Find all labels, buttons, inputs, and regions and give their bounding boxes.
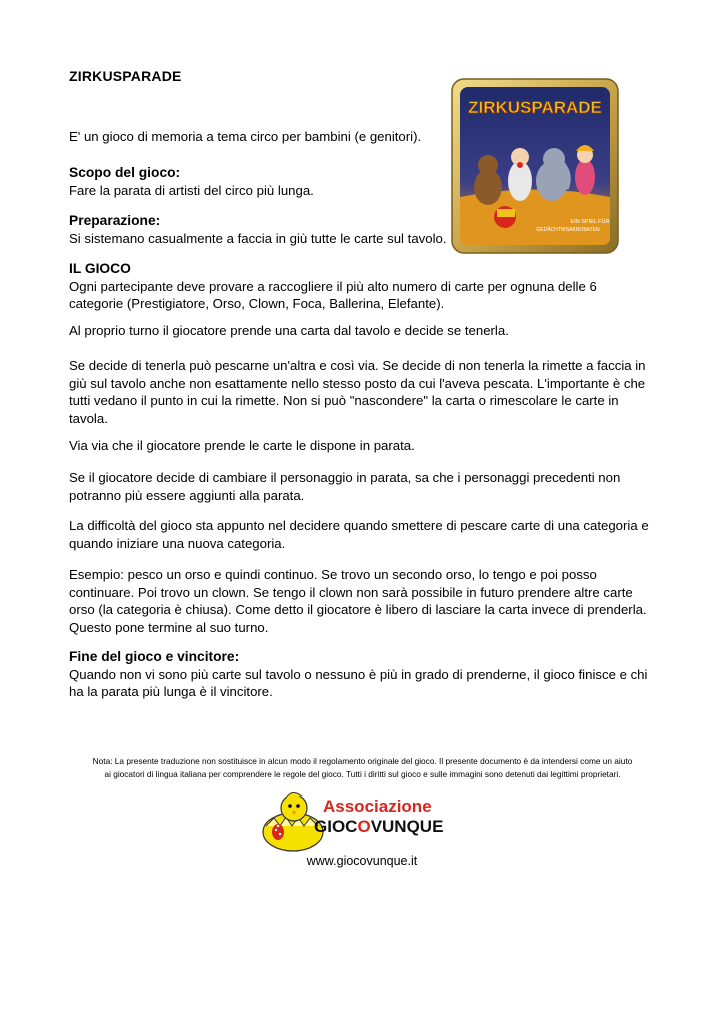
disclaimer-note <box>50 755 675 781</box>
gioco-paragraph-7-block <box>69 566 649 636</box>
association-name-line-1: Associazione <box>323 797 432 816</box>
game-box-image <box>450 77 620 255</box>
gioco-paragraph-5-block <box>69 469 649 504</box>
gioco-paragraph-3-block <box>69 357 649 427</box>
fine-heading: Fine del gioco e vincitore: <box>69 649 240 664</box>
assoc-part-b: VUNQUE <box>370 817 444 836</box>
fine-text: Quando non vi sono più carte sul tavolo o nessuno è più in grado di prenderne, il gioco finisce e chi ha la parata più lunga è il vincitore. <box>69 666 648 699</box>
disclaimer-line-1: Nota: La presente traduzione non sostituisce in alcun modo il regolamento originale del gioco. Il presente documento è da intendersi come un aiuto <box>92 756 633 766</box>
association-name-line-2 <box>314 817 443 837</box>
preparazione-heading: Preparazione: <box>69 213 161 228</box>
box-subtitle-1: EIN SPIEL FÜR <box>570 219 610 225</box>
assoc-part-a: GIOC <box>314 817 358 836</box>
gioco-paragraph-5: Se il giocatore decide di cambiare il personaggio in parata, sa che i personaggi precedenti non potranno più essere aggiunti alla parata. <box>69 470 621 503</box>
gioco-paragraph-2-block <box>69 322 649 340</box>
scopo-heading: Scopo del gioco: <box>69 165 181 180</box>
gioco-paragraph-4-block <box>69 437 649 455</box>
gioco-heading: IL GIOCO <box>69 261 131 276</box>
box-title: ZIRKUSPARADE <box>468 98 602 117</box>
assoc-part-o: O <box>357 817 371 836</box>
section-gioco <box>69 260 649 313</box>
gioco-paragraph-1: Ogni partecipante deve provare a raccogliere il più alto numero di carte per ognuna delle 6 categorie (Prestigiatore, Orso, Clown, Foca, Ballerina, Elefante). <box>69 278 597 311</box>
gioco-paragraph-6: La difficoltà del gioco sta appunto nel decidere quando smettere di pescare carte di una categoria e quando iniziare una nuova categoria. <box>69 518 649 551</box>
gioco-paragraph-3: Se decide di tenerla può pescarne un'altra e così via. Se decide di non tenerla la rimette a faccia in giù sul tavolo anche non esattamente nello stesso posto da cui l'aveva pescata. L'importante è che tutti vedano il punto in cui la rimette. Non si può "nascondere" la carta o rimescolare le carte in tavola. <box>69 358 646 426</box>
intro-paragraph <box>69 128 649 146</box>
gioco-paragraph-7: Esempio: pesco un orso e quindi continuo. Se trovo un secondo orso, lo tengo e poi posso continuare. Poi trovo un clown. Se tengo il clown non sarà possibile in futuro prendere altre carte orso (la categoria è chiusa). Come detto il giocatore è libero di lasciare la carta invece di prenderla. Questo pone termine al suo turno. <box>69 567 647 635</box>
website-link[interactable]: www.giocovunque.it <box>306 854 418 868</box>
document-title: ZIRKUSPARADE <box>69 68 182 84</box>
preparazione-text: Si sistemano casualmente a faccia in giù tutte le carte sul tavolo. <box>69 230 447 246</box>
box-subtitle-2: GEDÄCHTNISAKROBATEN <box>536 227 600 233</box>
section-preparazione <box>69 212 459 247</box>
gioco-paragraph-6-block <box>69 517 649 552</box>
disclaimer-line-2: ai giocatori di lingua italiana per comprendere le regole del gioco. Tutti i diritti sul gioco e sulle immagini sono detenuti dai legittimi proprietari. <box>104 769 621 779</box>
gioco-paragraph-4: Via via che il giocatore prende le carte le dispone in parata. <box>69 438 415 453</box>
intro-text: E' un gioco di memoria a tema circo per bambini (e genitori). <box>69 129 422 144</box>
section-scopo <box>69 164 449 199</box>
gioco-paragraph-2: Al proprio turno il giocatore prende una carta dal tavolo e decide se tenerla. <box>69 323 509 338</box>
scopo-text: Fare la parata di artisti del circo più lunga. <box>69 182 314 198</box>
section-fine <box>69 648 649 701</box>
